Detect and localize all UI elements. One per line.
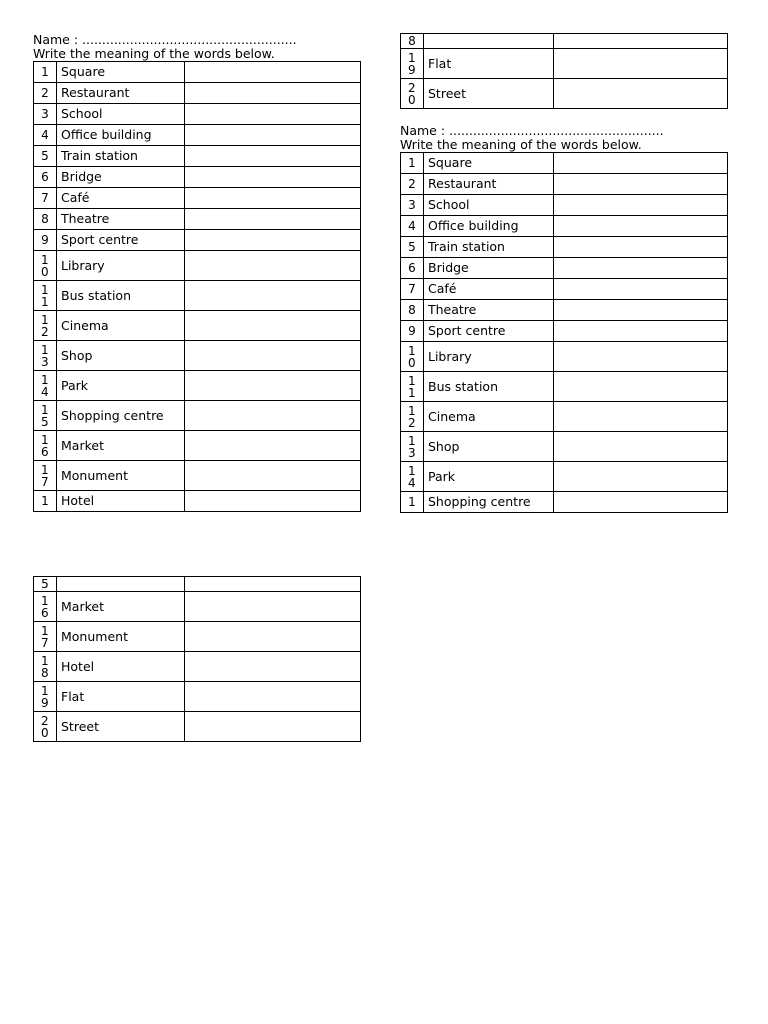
table-row xyxy=(401,153,728,174)
word-cell: Street xyxy=(424,79,554,109)
meaning-answer-cell[interactable] xyxy=(554,195,728,216)
word-cell: Market xyxy=(57,431,185,461)
word-cell: Sport centre xyxy=(424,321,554,342)
meaning-answer-cell[interactable] xyxy=(554,174,728,195)
table-row xyxy=(34,125,361,146)
table-row xyxy=(34,712,361,742)
instruction-text: Write the meaning of the words below. xyxy=(33,46,275,61)
word-cell: Restaurant xyxy=(57,83,185,104)
row-number: 1 1 xyxy=(401,372,424,402)
word-cell: Shop xyxy=(424,432,554,462)
vocabulary-table-continued xyxy=(33,576,361,742)
table-row xyxy=(34,401,361,431)
table-row xyxy=(34,682,361,712)
word-cell: Office building xyxy=(57,125,185,146)
row-number: 1 3 xyxy=(401,432,424,462)
meaning-answer-cell[interactable] xyxy=(185,371,361,401)
row-number: 6 xyxy=(34,167,57,188)
word-cell: Market xyxy=(57,592,185,622)
meaning-answer-cell[interactable] xyxy=(185,104,361,125)
table-row xyxy=(401,432,728,462)
row-number: 2 0 xyxy=(34,712,57,742)
row-number: 1 7 xyxy=(34,461,57,491)
meaning-answer-cell[interactable] xyxy=(554,79,728,109)
table-row xyxy=(401,300,728,321)
row-number: 5 xyxy=(401,237,424,258)
table-row xyxy=(401,34,728,49)
meaning-answer-cell[interactable] xyxy=(554,462,728,492)
word-cell: Shop xyxy=(57,341,185,371)
word-cell: Monument xyxy=(57,622,185,652)
row-number: 5 xyxy=(34,577,57,592)
row-number: 8 xyxy=(34,209,57,230)
meaning-answer-cell[interactable] xyxy=(185,281,361,311)
meaning-answer-cell[interactable] xyxy=(554,342,728,372)
word-cell: Bridge xyxy=(424,258,554,279)
table-row xyxy=(34,188,361,209)
word-cell: Café xyxy=(424,279,554,300)
row-number: 2 0 xyxy=(401,79,424,109)
meaning-answer-cell[interactable] xyxy=(185,311,361,341)
table-row xyxy=(401,402,728,432)
table-row xyxy=(34,146,361,167)
row-number: 1 5 xyxy=(34,401,57,431)
word-cell: School xyxy=(57,104,185,125)
word-cell: Library xyxy=(57,251,185,281)
table-row xyxy=(34,167,361,188)
row-number: 6 xyxy=(401,258,424,279)
name-line: Name : ...................................................... xyxy=(400,123,664,138)
word-cell: Train station xyxy=(424,237,554,258)
table-row xyxy=(34,251,361,281)
right-worksheet-top-continued xyxy=(400,33,728,109)
row-number: 1 2 xyxy=(34,311,57,341)
right-worksheet xyxy=(400,124,728,513)
table-row xyxy=(34,104,361,125)
table-row xyxy=(401,49,728,79)
word-cell: Shopping centre xyxy=(57,401,185,431)
table-row xyxy=(401,174,728,195)
meaning-answer-cell[interactable] xyxy=(185,712,361,742)
meaning-answer-cell[interactable] xyxy=(185,83,361,104)
table-row xyxy=(34,491,361,512)
word-cell: Office building xyxy=(424,216,554,237)
word-cell: Flat xyxy=(57,682,185,712)
meaning-answer-cell[interactable] xyxy=(554,432,728,462)
meaning-answer-cell[interactable] xyxy=(554,237,728,258)
table-row xyxy=(34,341,361,371)
word-cell: Restaurant xyxy=(424,174,554,195)
table-row xyxy=(401,492,728,513)
vocabulary-table xyxy=(400,152,728,513)
row-number: 1 6 xyxy=(34,592,57,622)
row-number: 2 xyxy=(34,83,57,104)
word-cell: Hotel xyxy=(57,652,185,682)
row-number: 9 xyxy=(34,230,57,251)
meaning-answer-cell[interactable] xyxy=(554,300,728,321)
word-cell: Square xyxy=(57,62,185,83)
word-cell: Cinema xyxy=(424,402,554,432)
table-row xyxy=(34,431,361,461)
row-number: 1 xyxy=(34,62,57,83)
meaning-answer-cell[interactable] xyxy=(185,577,361,592)
meaning-answer-cell[interactable] xyxy=(185,491,361,512)
table-row xyxy=(34,592,361,622)
row-number: 1 7 xyxy=(34,622,57,652)
meaning-answer-cell[interactable] xyxy=(185,592,361,622)
table-row xyxy=(401,258,728,279)
row-number: 1 4 xyxy=(401,462,424,492)
table-row xyxy=(34,83,361,104)
meaning-answer-cell[interactable] xyxy=(185,125,361,146)
meaning-answer-cell[interactable] xyxy=(554,372,728,402)
word-cell: Park xyxy=(57,371,185,401)
meaning-answer-cell[interactable] xyxy=(185,461,361,491)
row-number: 4 xyxy=(34,125,57,146)
meaning-answer-cell[interactable] xyxy=(554,492,728,513)
meaning-answer-cell[interactable] xyxy=(185,341,361,371)
row-number: 4 xyxy=(401,216,424,237)
table-row xyxy=(401,79,728,109)
row-number: 7 xyxy=(401,279,424,300)
vocabulary-table-top xyxy=(400,33,728,109)
table-row xyxy=(34,577,361,592)
row-number: 1 0 xyxy=(34,251,57,281)
word-cell xyxy=(57,577,185,592)
word-cell: Train station xyxy=(57,146,185,167)
row-number: 1 xyxy=(34,491,57,512)
meaning-answer-cell[interactable] xyxy=(554,402,728,432)
table-row xyxy=(34,281,361,311)
row-number: 1 0 xyxy=(401,342,424,372)
meaning-answer-cell[interactable] xyxy=(554,153,728,174)
word-cell: Flat xyxy=(424,49,554,79)
word-cell: Cinema xyxy=(57,311,185,341)
meaning-answer-cell[interactable] xyxy=(185,230,361,251)
word-cell: Bridge xyxy=(57,167,185,188)
table-row xyxy=(401,237,728,258)
row-number: 1 xyxy=(401,492,424,513)
row-number: 1 8 xyxy=(34,652,57,682)
meaning-answer-cell[interactable] xyxy=(554,279,728,300)
left-worksheet xyxy=(33,33,361,512)
table-row xyxy=(34,62,361,83)
table-row xyxy=(401,462,728,492)
meaning-answer-cell[interactable] xyxy=(185,251,361,281)
table-row xyxy=(401,372,728,402)
row-number: 5 xyxy=(34,146,57,167)
meaning-answer-cell[interactable] xyxy=(185,652,361,682)
table-row xyxy=(401,321,728,342)
word-cell: Theatre xyxy=(424,300,554,321)
meaning-answer-cell[interactable] xyxy=(185,146,361,167)
word-cell: School xyxy=(424,195,554,216)
row-number: 1 3 xyxy=(34,341,57,371)
table-row xyxy=(401,216,728,237)
row-number: 7 xyxy=(34,188,57,209)
instruction-text: Write the meaning of the words below. xyxy=(400,137,642,152)
meaning-answer-cell[interactable] xyxy=(185,622,361,652)
row-number: 3 xyxy=(34,104,57,125)
table-row xyxy=(34,230,361,251)
table-row xyxy=(34,371,361,401)
table-row xyxy=(401,195,728,216)
word-cell: Library xyxy=(424,342,554,372)
name-line: Name : ...................................................... xyxy=(33,32,297,47)
meaning-answer-cell[interactable] xyxy=(185,401,361,431)
word-cell: Sport centre xyxy=(57,230,185,251)
meaning-answer-cell[interactable] xyxy=(185,62,361,83)
row-number: 8 xyxy=(401,34,424,49)
row-number: 1 xyxy=(401,153,424,174)
vocabulary-table xyxy=(33,61,361,512)
table-row xyxy=(401,279,728,300)
row-number: 1 4 xyxy=(34,371,57,401)
word-cell: Shopping centre xyxy=(424,492,554,513)
row-number: 1 1 xyxy=(34,281,57,311)
row-number: 9 xyxy=(401,321,424,342)
table-row xyxy=(34,209,361,230)
meaning-answer-cell[interactable] xyxy=(185,682,361,712)
meaning-answer-cell[interactable] xyxy=(554,49,728,79)
meaning-answer-cell[interactable] xyxy=(185,209,361,230)
row-number: 1 9 xyxy=(401,49,424,79)
meaning-answer-cell[interactable] xyxy=(185,167,361,188)
word-cell: Hotel xyxy=(57,491,185,512)
table-row xyxy=(34,461,361,491)
meaning-answer-cell[interactable] xyxy=(554,34,728,49)
meaning-answer-cell[interactable] xyxy=(554,258,728,279)
table-row xyxy=(401,342,728,372)
meaning-answer-cell[interactable] xyxy=(554,216,728,237)
word-cell: Square xyxy=(424,153,554,174)
row-number: 1 6 xyxy=(34,431,57,461)
table-row xyxy=(34,622,361,652)
word-cell: Monument xyxy=(57,461,185,491)
word-cell: Bus station xyxy=(424,372,554,402)
row-number: 3 xyxy=(401,195,424,216)
word-cell xyxy=(424,34,554,49)
meaning-answer-cell[interactable] xyxy=(185,188,361,209)
word-cell: Park xyxy=(424,462,554,492)
word-cell: Café xyxy=(57,188,185,209)
row-number: 1 9 xyxy=(34,682,57,712)
row-number: 1 2 xyxy=(401,402,424,432)
table-row xyxy=(34,652,361,682)
word-cell: Street xyxy=(57,712,185,742)
row-number: 2 xyxy=(401,174,424,195)
meaning-answer-cell[interactable] xyxy=(554,321,728,342)
table-row xyxy=(34,311,361,341)
meaning-answer-cell[interactable] xyxy=(185,431,361,461)
word-cell: Theatre xyxy=(57,209,185,230)
row-number: 8 xyxy=(401,300,424,321)
word-cell: Bus station xyxy=(57,281,185,311)
left-worksheet-continued xyxy=(33,576,361,742)
